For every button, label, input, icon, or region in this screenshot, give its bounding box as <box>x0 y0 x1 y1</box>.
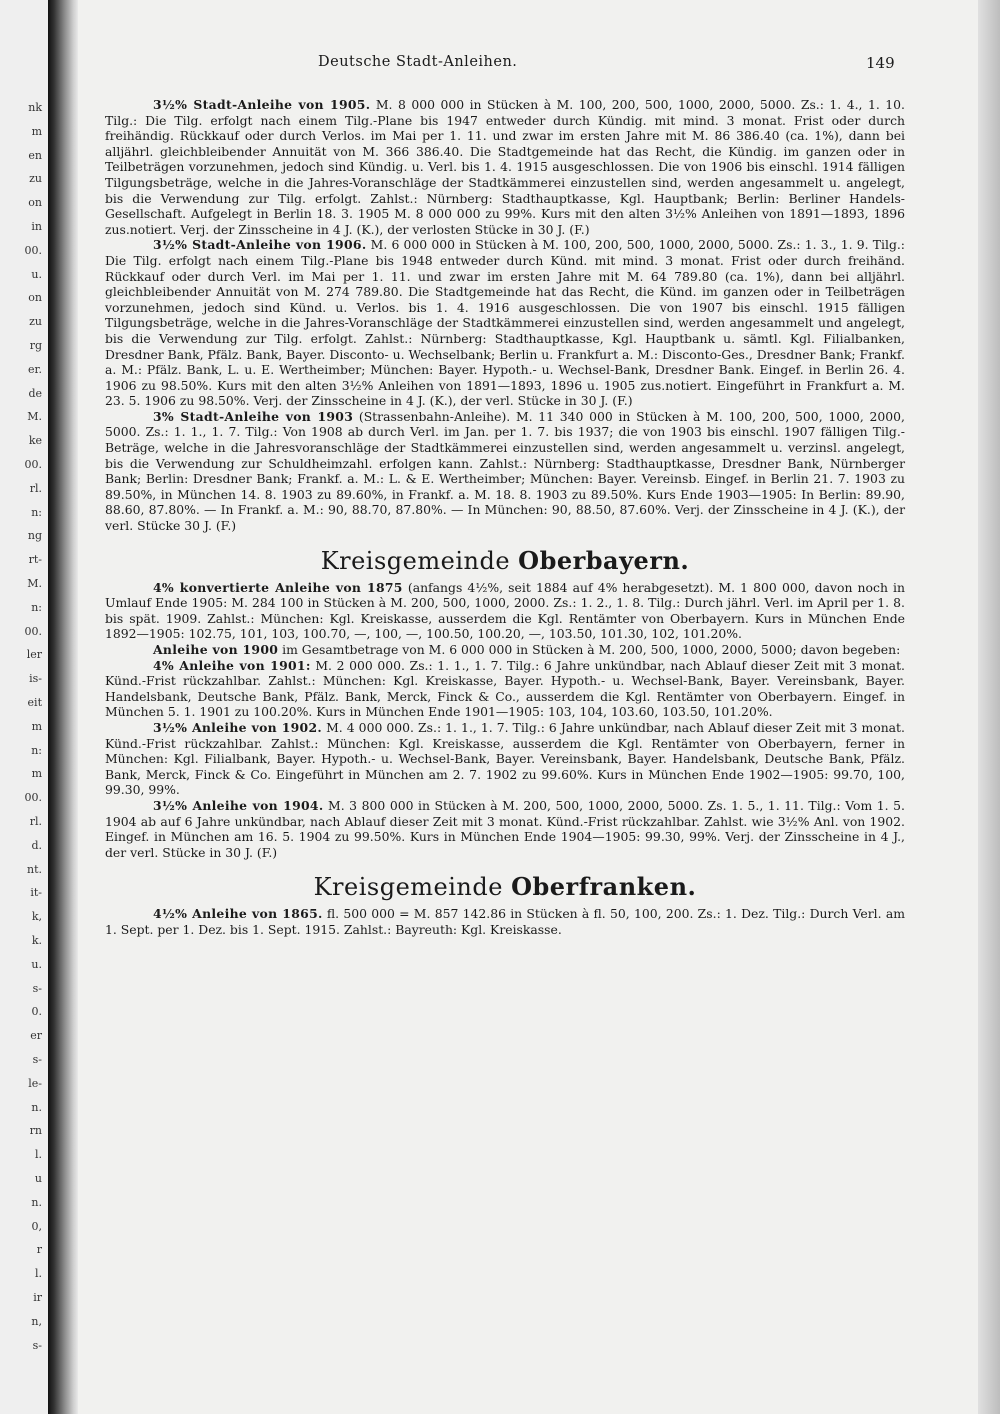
loan-entry <box>105 906 905 937</box>
adjacent-page-fragment: on <box>28 291 42 305</box>
section-heading-label: Kreisgemeinde <box>320 546 511 575</box>
loan-entry-title: 3½% Anleihe von 1904. <box>153 797 324 813</box>
adjacent-page-fragment: rl. <box>29 481 42 495</box>
adjacent-page-fragment: n. <box>31 1195 42 1209</box>
adjacent-page-fragment: s- <box>32 1053 42 1066</box>
adjacent-page-fragment: it- <box>30 886 42 900</box>
adjacent-page-fragment: rg <box>29 339 42 352</box>
loan-entry-text: M. 6 000 000 in Stücken à M. 100, 200, 500, 1000, 2000, 5000. Zs.: 1. 3., 1. 9. Tilg.: Die Tilg. erfolgt nach einem Tilg.-Plane bis 1948 entweder durch Künd. mit mind. 3 monat. Frist oder durch freihänd. Rückkauf oder durch Verl. im Mai per 1. 11. und zwar im ersten Jahre mit M. 64 789.80 (ca. 1%), dann bei alljährl. gleichbleibender Annuität von M. 274 789.80. Die Stadtgemeinde hat das Recht, die Künd. im ganzen oder in Teilbeträgen vorzunehmen, jedoch sind Künd. u. Verlos. bis 1. 4. 1916 ausgeschlossen. Die von 1907 bis einschl. 1915 fälligen Tilgungsbeträge, welche in die Jahres-Voranschläge der Stadtkämmerei einzustellen sind, werden angesammelt und angelegt, bis die Verwendung zur Tilg. erfolgt. Zahlst.: Nürnberg: Stadthauptkasse, Kgl. Hauptbank u. sämtl. Kgl. Filialbanken, Dresdner Bank, Pfälz. Bank, Bayer. Disconto- u. Wechselbank; Berlin u. Frankfurt a. M.: Disconto-Ges., Dresdner Bank; Frankf. a. M.: Pfälz. Bank, L. u. E. Wertheimber; München: Bayer. Hypoth.- u. Wechsel-Bank, Dresdner Bank. Eingef. in Berlin 26. 4. 1906 zu 98.50%. Kurs mit den alten 3½% Anleihen von 1891—1893, 1896 u. 1905 zus.notiert. Eingeführt in Frankfurt a. M. 23. 5. 1906 zu 98.50%. Verj. der Zinsscheine in 4 J. (K.), der verl. Stücke in 30 J. (F.) <box>105 237 905 409</box>
book-spine-shadow <box>48 0 78 1414</box>
adjacent-page-fragment: s- <box>32 981 42 995</box>
adjacent-page-fragment: n. <box>31 1100 42 1114</box>
adjacent-page-fragment: zu <box>29 315 42 329</box>
loan-entry-text: M. 4 000 000. Zs.: 1. 1., 1. 7. Tilg.: 6 Jahre unkündbar, nach Ablauf dieser Zeit mit 3 monat. Künd.-Frist rückzahlbar. Zahlst.: München: Kgl. Kreiskasse, ausserdem die Kgl. Rentämter von Oberbayern, ferner in München: Kgl. Filialbank, Bayer. Hypoth.- u. Wechsel-Bank, Bayer. Vereinsbank, Bayer. Handelsbank, Deutsche Bank, Pfälz. Bank, Merck, Finck & Co. Eingeführt in München am 2. 7. 1902 zu 99.60%. Kurs in München Ende 1902—1905: 99.70, 100, 99.30, 99%. <box>105 719 905 798</box>
adjacent-page-fragment: l. <box>34 1148 42 1162</box>
loan-entry-title: 4% Anleihe von 1901: <box>153 657 311 673</box>
adjacent-page-fragment: rl. <box>29 815 42 828</box>
adjacent-page-fragment: rt- <box>28 553 42 567</box>
loan-entry-title: 3% Stadt-Anleihe von 1903 <box>153 408 354 424</box>
loan-entry-title: 3½% Stadt-Anleihe von 1906. <box>153 237 367 253</box>
running-title: Deutsche Stadt-Anleihen. <box>318 54 518 70</box>
adjacent-page-fragment: de <box>28 386 42 400</box>
loan-entry-title: 4½% Anleihe von 1865. <box>153 906 323 922</box>
section-heading <box>105 545 905 575</box>
loan-entry-text: (anfangs 4½%, seit 1884 auf 4% herabgesetzt). M. 1 800 000, davon noch in Umlauf Ende 1905: M. 284 100 in Stücken à M. 200, 500, 1000, 2000. Zs.: 1. 2., 1. 8. Tilg.: Durch jährl. Verl. im April per 1. 8. bis spät. 1909. Zahlst.: München: Kgl. Kreiskasse, ausserdem die Kgl. Rentämter von Oberbayern. Kurs in München Ende 1892—1905: 102.75, 101, 103, 100.70, —, 100, —, 100.50, 100.20, —, 103.50, 101.30, 102, 101.20%. <box>105 579 905 642</box>
loan-entry-text: fl. 500 000 = M. 857 142.86 in Stücken à fl. 50, 100, 200. Zs.: 1. Dez. Tilg.: Durch Verl. am 1. Sept. per 1. Dez. bis 1. Sept. 1915. Zahlst.: Bayreuth: Kgl. Kreiskasse. <box>105 906 905 937</box>
loan-entry <box>105 97 905 237</box>
adjacent-page-fragment: en <box>28 148 42 162</box>
adjacent-page-fragment: 00. <box>24 791 42 805</box>
adjacent-page-fragment: n, <box>31 1314 42 1328</box>
loan-entry <box>105 642 905 658</box>
adjacent-page-fragment: m <box>31 719 42 733</box>
loan-entry-title: Anleihe von 1900 <box>153 642 279 657</box>
loan-entry-title: 3½% Anleihe von 1902. <box>153 719 322 735</box>
page-number: 149 <box>866 54 895 72</box>
adjacent-page-fragment: le- <box>28 1076 42 1090</box>
adjacent-page-fragment: in <box>31 220 42 233</box>
adjacent-page-fragment: rn <box>29 1124 42 1138</box>
loan-entry-text: im Gesamtbetrage von M. 6 000 000 in Stücken à M. 200, 500, 1000, 2000, 5000; davon begeben: <box>282 642 901 657</box>
adjacent-page-fragment: l. <box>34 1267 42 1281</box>
adjacent-page-fragment: ir <box>33 1291 42 1304</box>
adjacent-page-fragment: d. <box>31 838 42 852</box>
loan-entry-title: 3½% Stadt-Anleihe von 1905. <box>153 97 371 112</box>
section-heading-label: Kreisgemeinde <box>313 873 503 902</box>
loan-entry <box>105 720 905 798</box>
adjacent-page-fragment: 00. <box>24 624 42 638</box>
adjacent-page-fragment: ke <box>28 434 42 448</box>
loan-entry <box>105 237 905 409</box>
adjacent-page-fragment: 00. <box>24 458 42 471</box>
adjacent-page-fragment: 0. <box>31 1005 42 1019</box>
adjacent-page-fragment: M. <box>27 410 42 424</box>
adjacent-page-fragment: 00. <box>24 243 42 257</box>
adjacent-page-fragment: M. <box>27 577 42 590</box>
adjacent-page-fragment: ng <box>27 529 42 543</box>
adjacent-page-fragment: n: <box>31 505 42 519</box>
loan-entry <box>105 658 905 720</box>
adjacent-page-fragment: s- <box>32 1338 42 1352</box>
adjacent-page-strip <box>0 0 48 1414</box>
adjacent-page-fragment: 0, <box>31 1219 42 1233</box>
loan-entry-text: M. 8 000 000 in Stücken à M. 100, 200, 500, 1000, 2000, 5000. Zs.: 1. 4., 1. 10. Tilg.: Die Tilg. erfolgt nach einem Tilg.-Plane bis 1947 entweder durch Kündig. mit mind. 3 monat. Frist oder durch freihändig. Rückkauf oder durch Verlos. im Mai per 1. 11. und zwar im ersten Jahre mit M. 86 386.40 (ca. 1%), dann bei alljährl. gleichbleibender Annuität von M. 366 386.40. Die Stadtgemeinde hat das Recht, die Kündig. im ganzen oder in Teilbeträgen vorzunehmen, jedoch sind Kündig. u. Verl. bis 1. 4. 1915 ausgeschlossen. Die von 1906 bis einschl. 1914 fälligen Tilgungsbeträge, welche in die Jahres-Voranschläge der Stadtkämmerei einzustellen sind, werden angesammelt u. angelegt, bis die Verwendung zur Tilg. erfolgt. Zahlst.: Nürnberg: Stadthauptkasse, Kgl. Hauptbank; Berlin: Berliner Handels-Gesellschaft. Aufgelegt in Berlin 18. 3. 1905 M. 8 000 000 zu 99%. Kurs mit den alten 3½% Anleihen von 1891—1893, 1896 zus.notiert. Verj. der Zinsscheine in 4 J. (K.), der verlosten Stücke in 30 J. (F.) <box>105 97 905 237</box>
adjacent-page-fragment: nk <box>28 101 42 114</box>
page-body <box>105 97 905 938</box>
loan-entry-title: 4% konvertierte Anleihe von 1875 <box>153 579 403 595</box>
adjacent-page-fragment: m <box>31 124 42 138</box>
adjacent-page-fragment: eit <box>27 696 42 709</box>
loan-entry <box>105 409 905 534</box>
adjacent-page-fragment: u <box>34 1172 42 1185</box>
adjacent-page-fragment: on <box>28 196 42 210</box>
loan-entry-text: M. 2 000 000. Zs.: 1. 1., 1. 7. Tilg.: 6 Jahre unkündbar, nach Ablauf dieser Zeit mit 3 monat. Künd.-Frist rückzahlbar. Zahlst.: München: Kgl. Kreiskasse, Bayer. Hypoth.- u. Wechsel-Bank, Bayer. Vereinsbank, Bayer. Handelsbank, Deutsche Bank, Pfälz. Bank, Merck, Finck & Co., ausserdem die Kgl. Rentämter von Oberbayern. Eingef. in München 5. 1. 1901 zu 100.20%. Kurs in München Ende 1901—1905: 103, 104, 103.60, 103.50, 101.20%. <box>105 657 905 720</box>
adjacent-page-fragment: u. <box>31 267 42 281</box>
loan-entry-text: M. 3 800 000 in Stücken à M. 200, 500, 1000, 2000, 5000. Zs. 1. 5., 1. 11. Tilg.: Vom 1. 5. 1904 ab auf 6 Jahre unkündbar, nach Ablauf dieser Zeit mit 3 monat. Künd.-Frist rückzahlbar. Zahlst. wie 3½% Anl. von 1902. Eingef. in München am 16. 5. 1904 zu 99.50%. Kurs in München Ende 1904—1905: 99.30, 99%. Verj. der Zinsscheine in 4 J., der verl. Stücke in 30 J. (F.) <box>105 797 905 860</box>
adjacent-page-fragment: is- <box>29 672 42 686</box>
section-heading-region: Oberfranken. <box>511 872 697 902</box>
loan-entry <box>105 580 905 642</box>
adjacent-page-fragment: nt. <box>26 862 42 876</box>
adjacent-page-fragment: er. <box>27 362 42 376</box>
adjacent-page-fragment: k, <box>31 910 42 924</box>
adjacent-page-fragment: n: <box>31 743 42 757</box>
adjacent-page-fragment: r <box>36 1243 42 1257</box>
section-heading <box>105 874 905 900</box>
adjacent-page-fragment: m <box>31 767 42 781</box>
adjacent-page-fragment: u. <box>31 957 42 971</box>
page-right-edge <box>978 0 1000 1414</box>
adjacent-page-fragment: zu <box>29 172 42 186</box>
adjacent-page-fragment: ler <box>26 648 42 662</box>
section-heading-region: Oberbayern. <box>518 545 690 575</box>
adjacent-page-fragment: k. <box>31 934 42 947</box>
loan-entry <box>105 798 905 860</box>
adjacent-page-fragment: n: <box>31 600 42 614</box>
adjacent-page-fragment: er <box>30 1029 42 1043</box>
loan-entry-text: (Strassenbahn-Anleihe). M. 11 340 000 in Stücken à M. 100, 200, 500, 1000, 2000, 5000. Zs.: 1. 1., 1. 7. Tilg.: Von 1908 ab durch Verl. im Jan. per 1. 7. bis 1937; die von 1903 bis einschl. 1907 fälligen Tilg.-Beträge, welche in die Jahresvoranschläge der Stadtkämmerei einzustellen sind, werden angesammelt u. verzinsl. angelegt, bis die Verwendung zur Schuldheimzahl. erfolgen kann. Zahlst.: Nürnberg: Stadthauptkasse, Dresdner Bank, Nürnberger Bank; Berlin: Dresdner Bank; Frankf. a. M.: L. & E. Wertheimber; München: Bayer. Vereinsb. Eingef. in Berlin 21. 7. 1903 zu 89.50%, in München 14. 8. 1903 zu 89.60%, in Frankf. a. M. 18. 8. 1903 zu 89.50%. Kurs Ende 1903—1905: In Berlin: 89.90, 88.60, 87.80%. — In Frankf. a. M.: 90, 88.70, 87.80%. — In München: 90, 88.50, 87.60%. Verj. der Zinsscheine in 4 J. (K.), der verl. Stücke 30 J. (F.) <box>105 408 905 534</box>
